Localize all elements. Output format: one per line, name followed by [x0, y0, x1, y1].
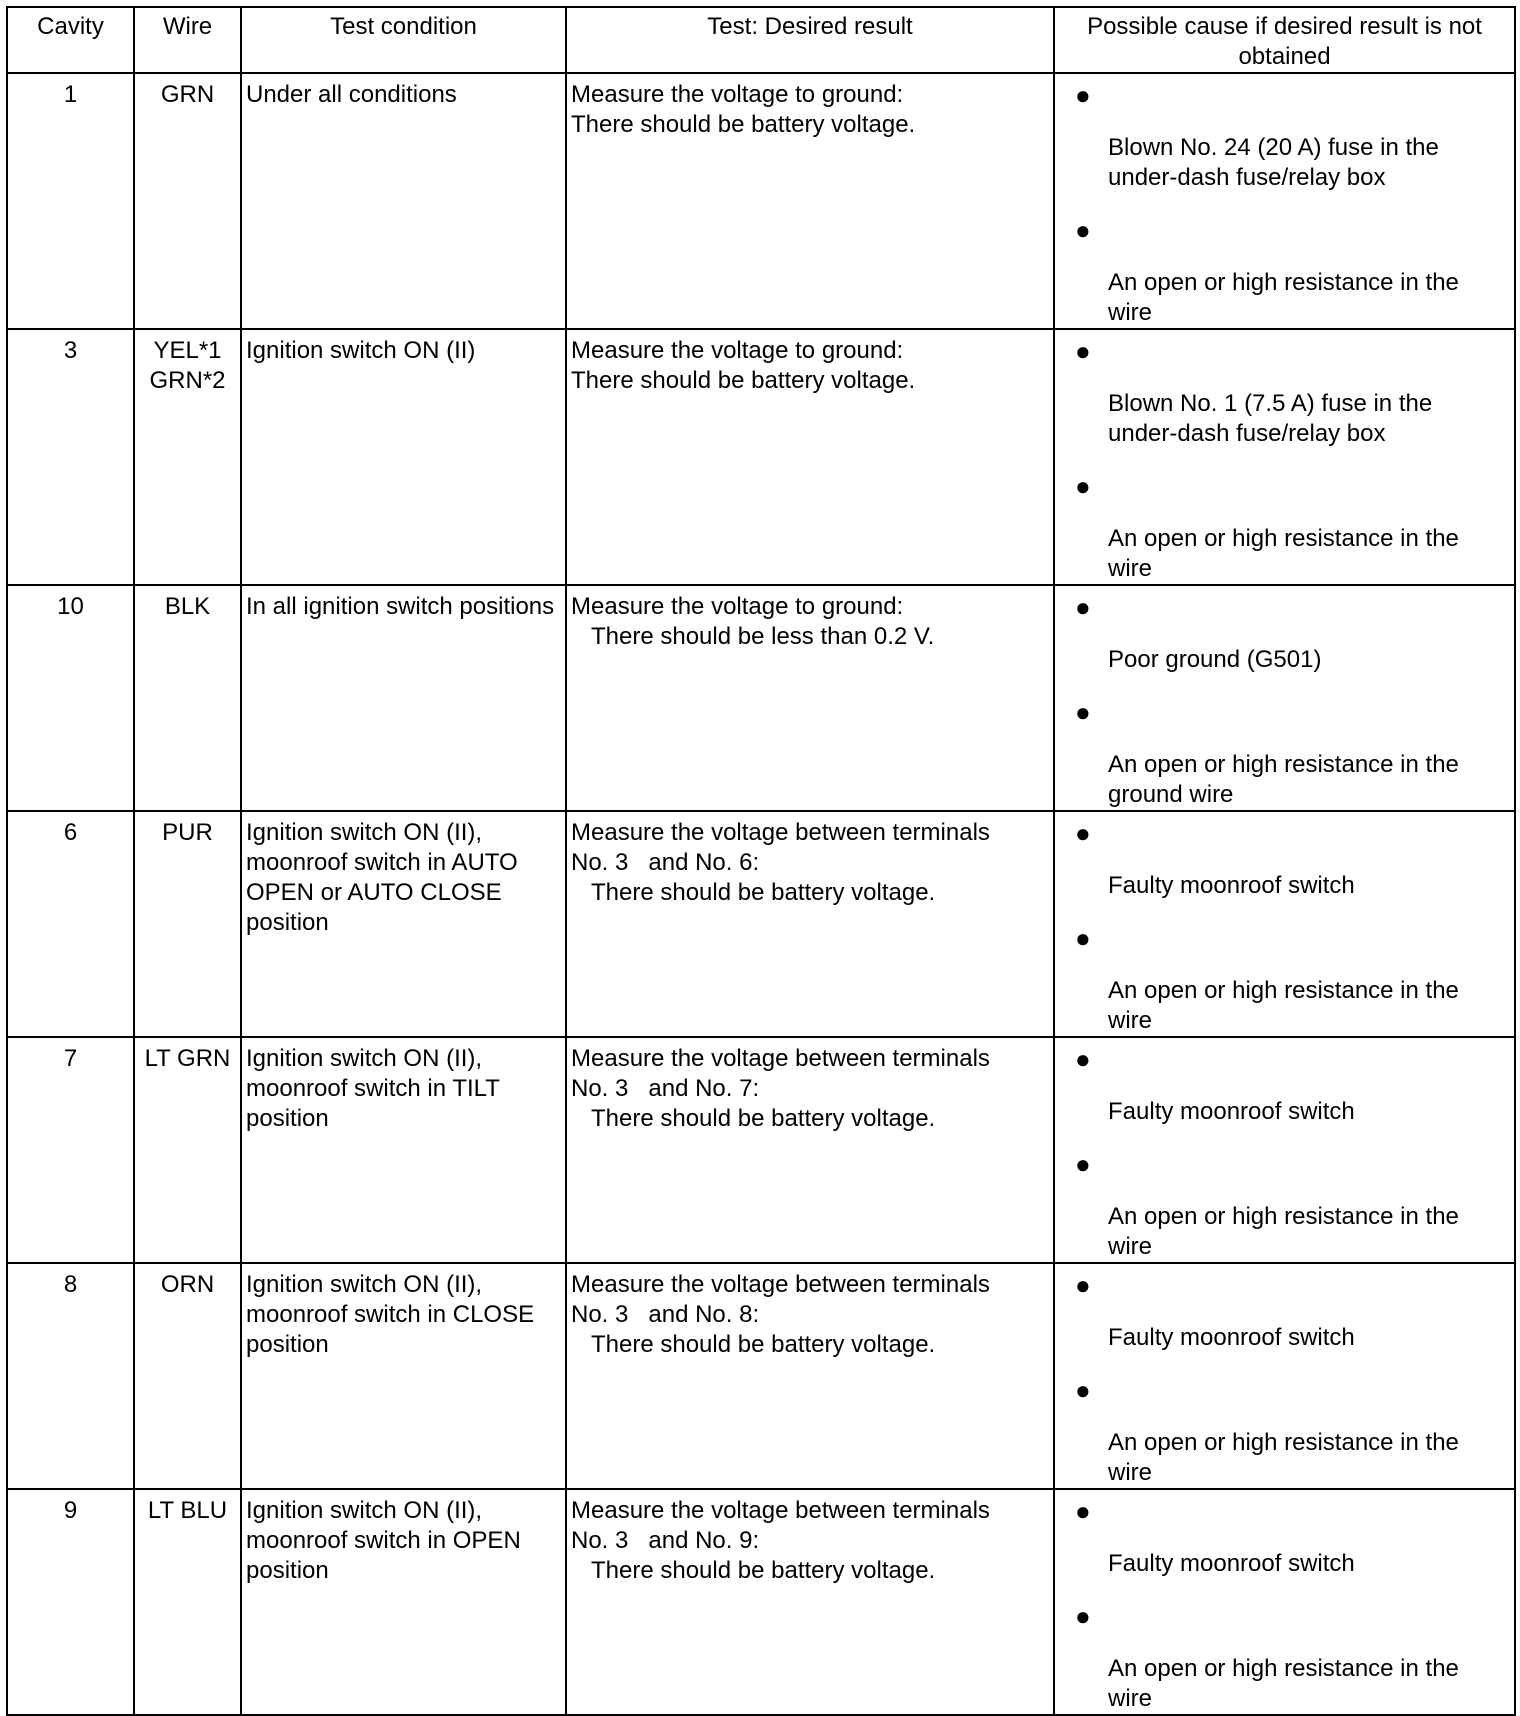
- possible-cause-cell: [1054, 1263, 1515, 1489]
- header-wire: Wire: [134, 7, 241, 73]
- result-line: No. 3 and No. 6:: [571, 849, 760, 876]
- wire-color: LT BLU: [147, 1497, 228, 1524]
- desired-result-cell: [566, 1489, 1054, 1715]
- test-condition-cell: Ignition switch ON (II), moonroof switch in OPEN position: [241, 1489, 566, 1715]
- cause-list: [1055, 586, 1514, 810]
- header-desired-result: Test: Desired result: [566, 7, 1054, 73]
- result-line: There should be battery voltage.: [591, 879, 936, 906]
- result-line: Measure the voltage to ground:: [571, 593, 904, 620]
- cavity-cell: 10: [7, 585, 134, 811]
- desired-result-cell: [566, 1263, 1054, 1489]
- connector-test-table-container: [6, 6, 1516, 1716]
- cause-item: An open or high resistance in the wire: [1108, 269, 1459, 326]
- wire-cell: [134, 73, 241, 329]
- connector-test-table: [6, 6, 1516, 1716]
- test-condition-cell: Ignition switch ON (II), moonroof switch in CLOSE position: [241, 1263, 566, 1489]
- bullet-icon: ●: [1075, 1496, 1091, 1526]
- table-row: [7, 811, 1515, 1037]
- wire-cell: [134, 1489, 241, 1715]
- bullet-icon: ●: [1075, 1375, 1091, 1405]
- bullet-icon: ●: [1075, 1044, 1091, 1074]
- wire-cell: [134, 1263, 241, 1489]
- wire-color: GRN: [160, 81, 215, 108]
- result-line: There should be battery voltage.: [591, 1331, 936, 1358]
- wire-color: PUR: [162, 819, 213, 846]
- result-line: There should be battery voltage.: [591, 1557, 936, 1584]
- cause-list: [1055, 330, 1514, 584]
- cavity-cell: 9: [7, 1489, 134, 1715]
- table-row: [7, 1489, 1515, 1715]
- bullet-icon: ●: [1075, 923, 1091, 953]
- test-condition-cell: Ignition switch ON (II), moonroof switch in TILT position: [241, 1037, 566, 1263]
- cause-list: [1055, 1038, 1514, 1262]
- result-line: No. 3 and No. 9:: [571, 1527, 760, 1554]
- result-line: There should be battery voltage.: [571, 367, 916, 394]
- possible-cause-cell: [1054, 329, 1515, 585]
- cause-item: Faulty moonroof switch: [1108, 872, 1355, 899]
- possible-cause-cell: [1054, 1037, 1515, 1263]
- possible-cause-cell: [1054, 1489, 1515, 1715]
- desired-result-cell: [566, 329, 1054, 585]
- cause-item: Faulty moonroof switch: [1108, 1098, 1355, 1125]
- cause-item: An open or high resistance in the wire: [1108, 1655, 1459, 1712]
- cavity-cell: 3: [7, 329, 134, 585]
- desired-result-cell: [566, 1037, 1054, 1263]
- result-line: There should be less than 0.2 V.: [591, 623, 935, 650]
- cause-item: Poor ground (G501): [1108, 646, 1322, 673]
- wire-cell: [134, 585, 241, 811]
- wire-cell: [134, 1037, 241, 1263]
- header-possible-cause: Possible cause if desired result is not obtained: [1054, 7, 1515, 73]
- result-line: Measure the voltage between terminals: [571, 1271, 990, 1298]
- wire-cell: [134, 329, 241, 585]
- bullet-icon: ●: [1075, 336, 1091, 366]
- wire-color: BLK: [164, 593, 211, 620]
- cause-item: An open or high resistance in the wire: [1108, 525, 1459, 582]
- test-condition-cell: Ignition switch ON (II), moonroof switch in AUTO OPEN or AUTO CLOSE position: [241, 811, 566, 1037]
- cause-list: [1055, 74, 1514, 328]
- bullet-icon: ●: [1075, 592, 1091, 622]
- desired-result-cell: [566, 73, 1054, 329]
- wire-cell: [134, 811, 241, 1037]
- possible-cause-cell: [1054, 73, 1515, 329]
- result-line: Measure the voltage to ground:: [571, 337, 904, 364]
- cause-item: Blown No. 24 (20 A) fuse in the under-dash fuse/relay box: [1108, 134, 1439, 191]
- result-line: No. 3 and No. 8:: [571, 1301, 760, 1328]
- cause-item: An open or high resistance in the ground wire: [1108, 751, 1459, 808]
- cause-list: [1055, 1490, 1514, 1714]
- header-cavity: Cavity: [7, 7, 134, 73]
- bullet-icon: ●: [1075, 215, 1091, 245]
- result-line: Measure the voltage between terminals: [571, 1045, 990, 1072]
- bullet-icon: ●: [1075, 1601, 1091, 1631]
- test-condition-cell: Under all conditions: [241, 73, 566, 329]
- result-line: Measure the voltage between terminals: [571, 1497, 990, 1524]
- header-row: [7, 7, 1515, 73]
- result-line: Measure the voltage between terminals: [571, 819, 990, 846]
- header-test-condition: Test condition: [241, 7, 566, 73]
- result-line: There should be battery voltage.: [571, 111, 916, 138]
- table-row: [7, 1037, 1515, 1263]
- desired-result-cell: [566, 585, 1054, 811]
- result-line: Measure the voltage to ground:: [571, 81, 904, 108]
- test-condition-cell: Ignition switch ON (II): [241, 329, 566, 585]
- possible-cause-cell: [1054, 585, 1515, 811]
- bullet-icon: ●: [1075, 80, 1091, 110]
- desired-result-cell: [566, 811, 1054, 1037]
- test-condition-cell: In all ignition switch positions: [241, 585, 566, 811]
- bullet-icon: ●: [1075, 1270, 1091, 1300]
- cavity-cell: 1: [7, 73, 134, 329]
- table-row: [7, 329, 1515, 585]
- cause-item: Faulty moonroof switch: [1108, 1324, 1355, 1351]
- table-row: [7, 73, 1515, 329]
- cause-list: [1055, 812, 1514, 1036]
- wire-color: ORN: [160, 1271, 215, 1298]
- wire-color: GRN*2: [149, 367, 226, 394]
- table-row: [7, 1263, 1515, 1489]
- cavity-cell: 8: [7, 1263, 134, 1489]
- bullet-icon: ●: [1075, 471, 1091, 501]
- cause-item: Blown No. 1 (7.5 A) fuse in the under-dash fuse/relay box: [1108, 390, 1433, 447]
- bullet-icon: ●: [1075, 1149, 1091, 1179]
- wire-color: YEL*1: [153, 337, 222, 364]
- table-row: [7, 585, 1515, 811]
- result-line: No. 3 and No. 7:: [571, 1075, 760, 1102]
- cause-list: [1055, 1264, 1514, 1488]
- cavity-cell: 7: [7, 1037, 134, 1263]
- possible-cause-cell: [1054, 811, 1515, 1037]
- cause-item: Faulty moonroof switch: [1108, 1550, 1355, 1577]
- wire-color: LT GRN: [144, 1045, 231, 1072]
- cause-item: An open or high resistance in the wire: [1108, 1429, 1459, 1486]
- result-line: There should be battery voltage.: [591, 1105, 936, 1132]
- cavity-cell: 6: [7, 811, 134, 1037]
- bullet-icon: ●: [1075, 697, 1091, 727]
- cause-item: An open or high resistance in the wire: [1108, 977, 1459, 1034]
- bullet-icon: ●: [1075, 818, 1091, 848]
- cause-item: An open or high resistance in the wire: [1108, 1203, 1459, 1260]
